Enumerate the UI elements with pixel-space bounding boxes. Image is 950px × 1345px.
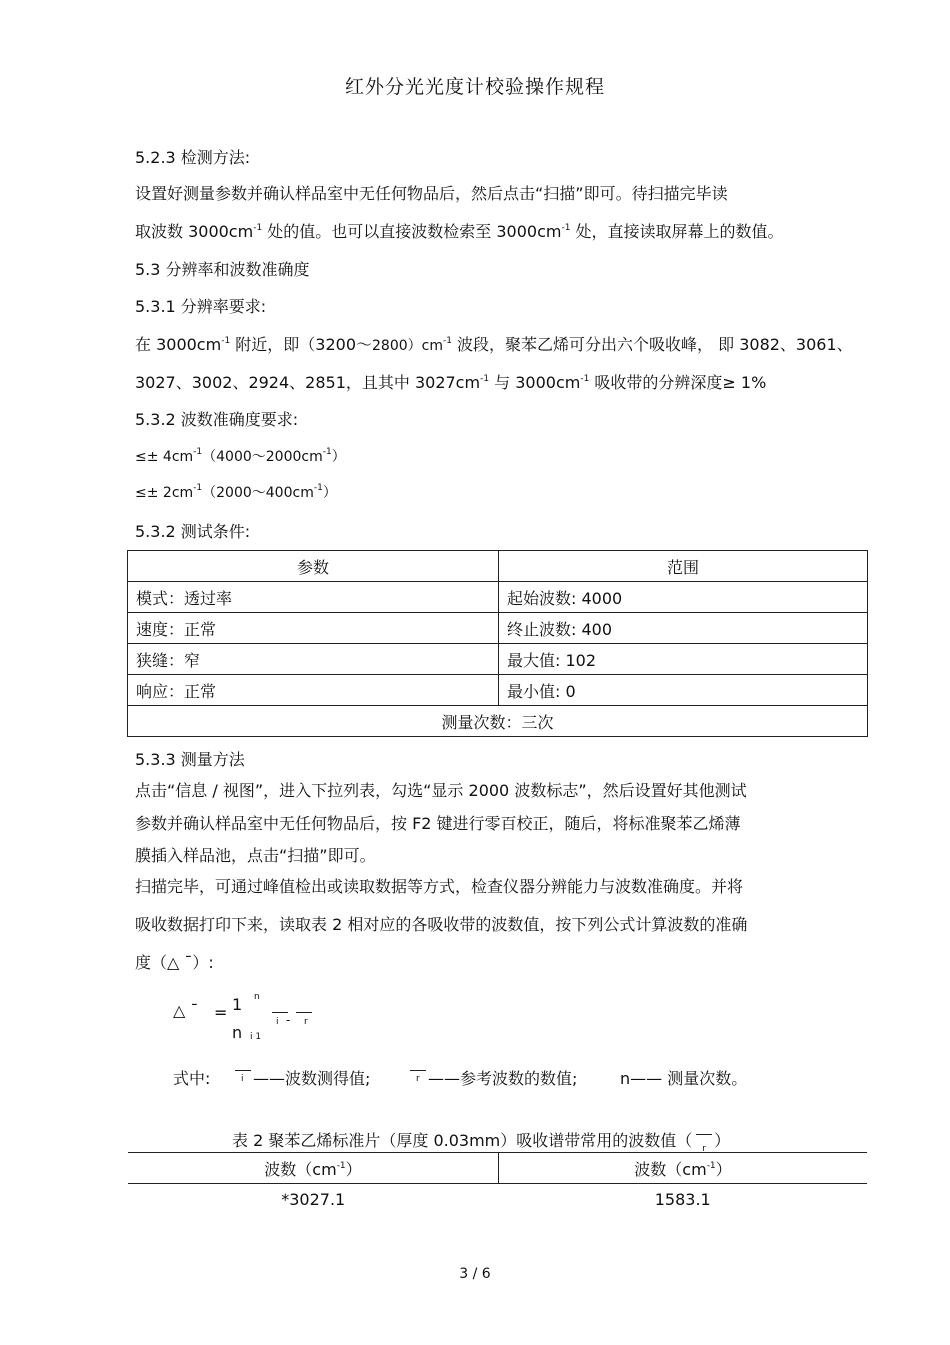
section-heading-5-3-1: 5.3.1 分辨率要求:	[135, 297, 267, 316]
note-text-r: ——参考波数的数值;	[428, 1069, 578, 1088]
table-header-cell: 波数$(cm^{-1})$	[499, 1153, 868, 1184]
paragraph-line: 膜插入样品池，点击“扫描”即可。	[135, 846, 376, 865]
table-cell: 最小值: 0	[499, 675, 868, 706]
wavenumber-table	[128, 1152, 867, 1214]
paragraph-line: 参数并确认样品室中无任何物品后，按 F2 键进行零百校正，随后，将标准聚苯乙烯薄	[135, 814, 741, 833]
table-cell: 响应：正常	[128, 675, 499, 706]
section-heading-test-conditions: 5.3.2 测试条件:	[135, 522, 251, 541]
table-row	[128, 1184, 867, 1215]
paragraph-line: 扫描完毕，可通过峰值检出或读取数据等方式，检查仪器分辨能力与波数准确度。并将	[135, 877, 744, 896]
formula-sub-r: r	[304, 1017, 308, 1027]
table-footer-cell: 测量次数：三次	[128, 706, 868, 737]
table-cell: 狭缝：窄	[128, 644, 499, 675]
section-heading-5-3-3: 5.3.3 测量方法	[135, 750, 245, 769]
page-title: 红外分光光度计校验操作规程	[344, 76, 605, 98]
formula-sub-i: i	[276, 1017, 279, 1027]
section-heading-5-3-2: 5.3.2 波数准确度要求:	[135, 410, 299, 429]
paragraph-line: 设置好测量参数并确认样品室中无任何物品后，然后点击“扫描”即可。待扫描完毕读	[135, 184, 728, 203]
paragraph-line: 度（△ ¯）:	[135, 953, 214, 972]
note-text-n: n—— 测量次数。	[620, 1069, 748, 1088]
formula-numerator: 1	[232, 995, 243, 1014]
requirement-line: ≤± $2cm^{-1}(2000\sim 400cm^{-1})$	[135, 483, 337, 501]
table-header-cell: 波数$(cm^{-1})$	[128, 1153, 499, 1184]
paragraph-line: 吸收数据打印下来，读取表 2 相对应的各吸收带的波数值，按下列公式计算波数的准确	[135, 915, 748, 934]
paragraph-line: 3027、3002、2924、2851，且其中 $3027cm^{-1}$ 与 $3000cm^{-1}$ 吸收带的分辨深度≥ 1%	[135, 373, 767, 392]
conditions-table	[127, 550, 868, 737]
table-row	[128, 675, 868, 706]
paragraph-line: 点击“信息 / 视图”，进入下拉列表，勾选“显示 2000 波数标志”，然后设置好其他测试	[135, 781, 747, 800]
table2-caption: 表 2 聚苯乙烯标准片（厚度 0.03mm）吸收谱带常用的波数值（ r ）	[232, 1131, 731, 1154]
paragraph-line: 取波数 $3000cm^{-1}$ 处的值。也可以直接波数检索至 $3000cm^{-1}$ 处，直接读取屏幕上的数值。	[135, 222, 784, 241]
table-header-cell: 范围	[499, 551, 868, 582]
table-row	[128, 644, 868, 675]
table-header-cell: 参数	[128, 551, 499, 582]
table-cell: *3027.1	[281, 1189, 346, 1209]
requirement-line: ≤± $4cm^{-1}(4000\sim 2000cm^{-1})$	[135, 447, 346, 465]
table-footer-row	[128, 706, 868, 737]
note-sub-r: r	[416, 1074, 420, 1084]
section-heading-5-2-3: 5.2.3 检测方法:	[135, 148, 251, 167]
table-cell: 终止波数: 400	[499, 613, 868, 644]
section-heading-5-3: 5.3 分辨率和波数准确度	[135, 260, 310, 279]
table-cell: 最大值: 102	[499, 644, 868, 675]
table-header-row	[128, 1153, 867, 1184]
table-cell: 速度：正常	[128, 613, 499, 644]
table-cell: 模式：透过率	[128, 582, 499, 613]
formula-equals: =	[214, 1003, 228, 1022]
page-number: 3 / 6	[459, 1266, 491, 1282]
formula-denominator: n	[232, 1023, 243, 1042]
formula-lhs: △ ¯	[173, 1001, 199, 1020]
table-cell: 1583.1	[654, 1189, 711, 1209]
formula-note-prefix: 式中:	[173, 1069, 211, 1088]
formula-minus: -	[286, 1013, 291, 1027]
table-row	[128, 582, 868, 613]
note-text-i: ——波数测得值;	[253, 1069, 371, 1088]
table-row	[128, 613, 868, 644]
formula-sum-lower: i 1	[250, 1032, 262, 1042]
note-sub-i: i	[241, 1074, 244, 1084]
table-header-row	[128, 551, 868, 582]
paragraph-line: 在 $3000cm^{-1}$ 附近，即$(3200\sim 2800)cm^{-1}$ 波段，聚苯乙烯可分出六个吸收峰， 即 3082、3061、	[135, 335, 853, 354]
table-cell: 起始波数: 4000	[499, 582, 868, 613]
formula-sum-upper: n	[254, 992, 260, 1002]
